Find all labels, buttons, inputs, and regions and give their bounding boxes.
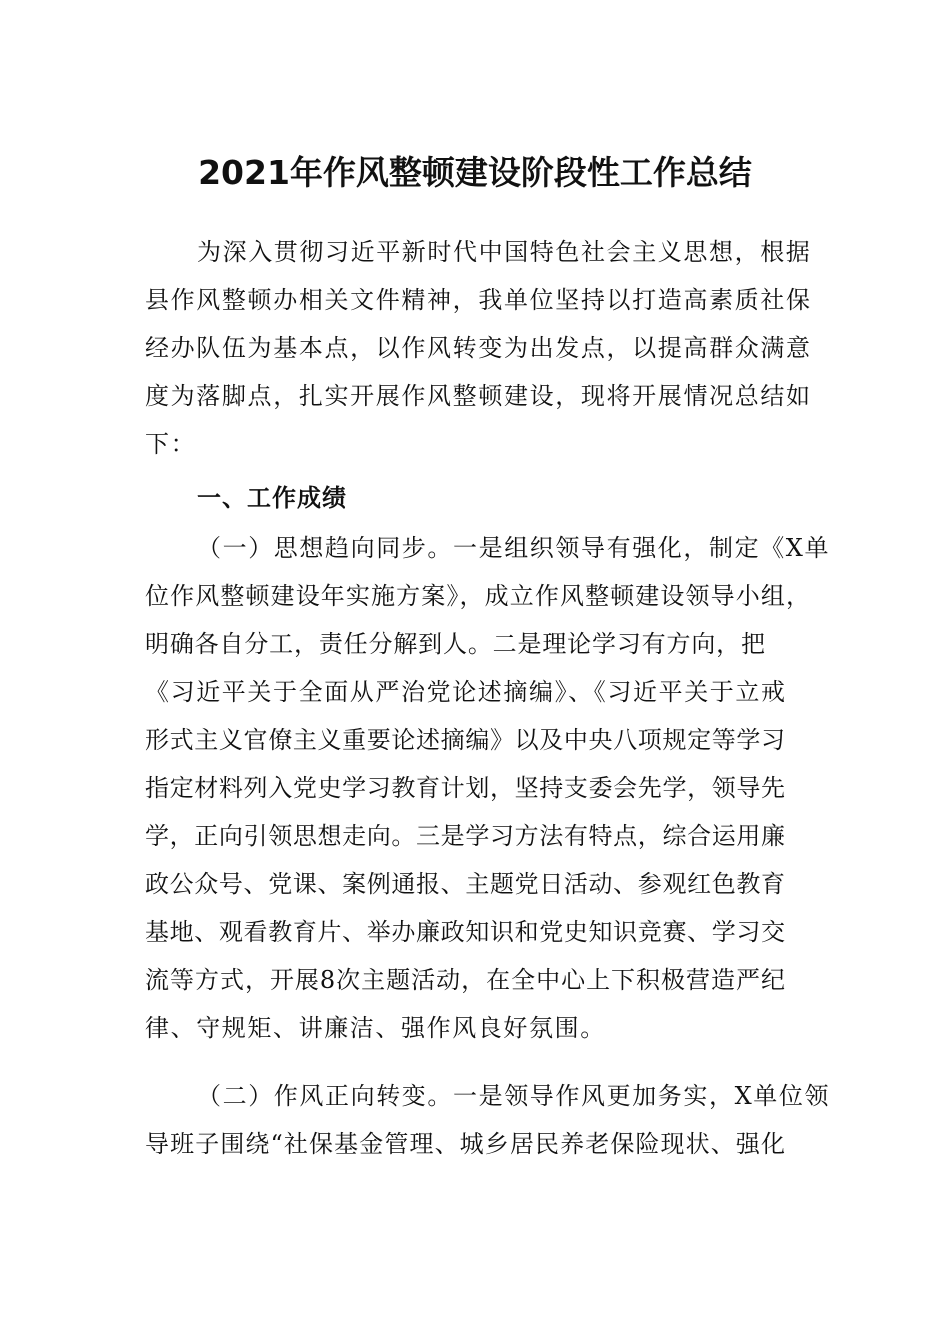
paragraph-line: 经办队伍为基本点，以作风转变为出发点，以提高群众满意 bbox=[145, 334, 810, 362]
paragraph-line: 指定材料列入党史学习教育计划，坚持支委会先学，领导先 bbox=[145, 774, 785, 802]
paragraph-line: 《习近平关于全面从严治党论述摘编》、《习近平关于立戒 bbox=[145, 678, 785, 706]
paragraph-line: 形式主义官僚主义重要论述摘编》以及中央八项规定等学习 bbox=[145, 726, 785, 754]
paragraph-line: （一）思想趋向同步。一是组织领导有强化，制定《X单 bbox=[197, 534, 831, 562]
document-title: 2021年作风整顿建设阶段性工作总结 bbox=[198, 153, 752, 192]
paragraph-line: 度为落脚点，扎实开展作风整顿建设，现将开展情况总结如 bbox=[145, 382, 810, 410]
section-heading: 一、工作成绩 bbox=[197, 484, 347, 512]
paragraph-line: 明确各自分工，责任分解到人。二是理论学习有方向，把 bbox=[145, 630, 765, 658]
paragraph-line: （二）作风正向转变。一是领导作风更加务实，X单位领 bbox=[197, 1082, 831, 1110]
paragraph-line: 县作风整顿办相关文件精神，我单位坚持以打造高素质社保 bbox=[145, 286, 810, 314]
paragraph-line: 基地、观看教育片、举办廉政知识和党史知识竞赛、学习交 bbox=[145, 918, 785, 946]
paragraph-line: 学，正向引领思想走向。三是学习方法有特点，综合运用廉 bbox=[145, 822, 785, 850]
paragraph-line: 为深入贯彻习近平新时代中国特色社会主义思想，根据 bbox=[197, 238, 812, 266]
paragraph-line: 政公众号、党课、案例通报、主题党日活动、参观红色教育 bbox=[145, 870, 785, 898]
paragraph-line: 下： bbox=[145, 430, 197, 458]
paragraph-line: 位作风整顿建设年实施方案》，成立作风整顿建设领导小组， bbox=[145, 582, 810, 610]
paragraph-line: 流等方式，开展8次主题活动，在全中心上下积极营造严纪 bbox=[145, 966, 785, 994]
paragraph-line: 导班子围绕“社保基金管理、城乡居民养老保险现状、强化 bbox=[145, 1130, 785, 1158]
paragraph-line: 律、守规矩、讲廉洁、强作风良好氛围。 bbox=[145, 1014, 606, 1042]
